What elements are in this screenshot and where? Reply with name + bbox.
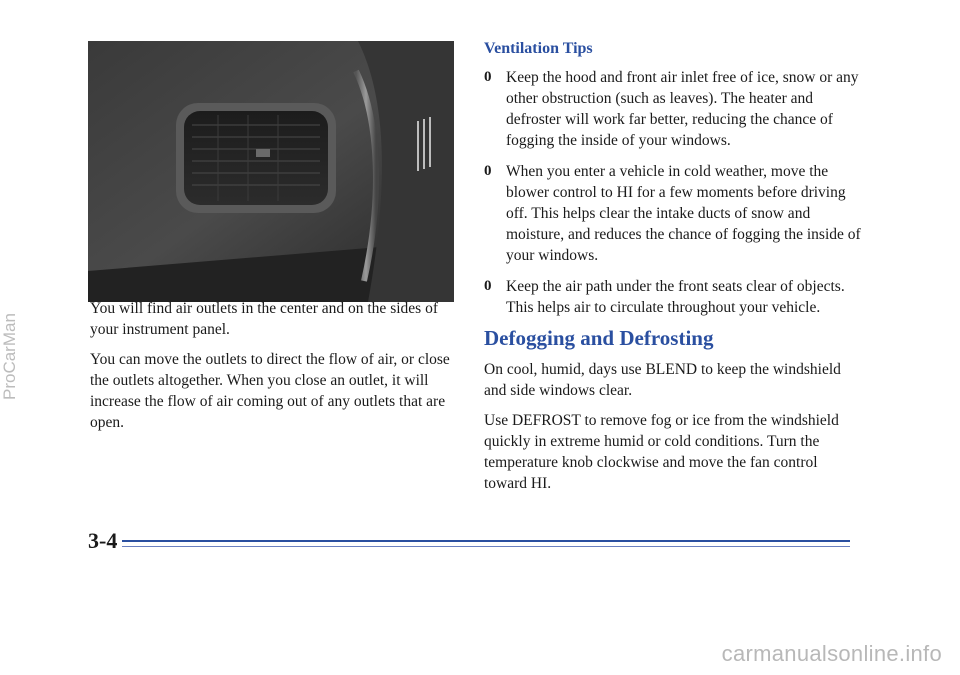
bullet-icon: 0 (484, 163, 492, 179)
defogging-heading: Defogging and Defrosting (484, 326, 714, 350)
site-watermark[interactable]: carmanualsonline.info (721, 641, 942, 666)
air-outlet-photo (88, 41, 454, 302)
page-number: 3-4 (88, 528, 118, 553)
ventilation-tips-heading: Ventilation Tips (484, 40, 593, 57)
outlet-adjust-paragraph: You can move the outlets to direct the flow of air, or close the outlets altogether. When you close an outlet, it will increase the flow of air coming out of any outlets that are open. (90, 351, 450, 431)
footer-rule-thin (122, 546, 850, 547)
blend-paragraph: On cool, humid, days use BLEND to keep the windshield and side windows clear. (484, 361, 841, 399)
bullet-icon: 0 (484, 69, 492, 85)
right-column-text (484, 38, 864, 503)
air-outlet-photo-icon (88, 41, 454, 302)
tip-text: Keep the air path under the front seats clear of objects. This helps air to circulate throughout your vehicle. (506, 278, 845, 316)
left-column-text (90, 298, 456, 442)
list-item (484, 67, 864, 151)
ventilation-tips-list (484, 67, 864, 318)
tip-text: Keep the hood and front air inlet free of ice, snow or any other obstruction (such as leaves). The heater and defroster will work far better, reducing the chance of fogging the inside of your windows. (506, 69, 859, 149)
bullet-icon: 0 (484, 278, 492, 294)
outlet-location-paragraph: You will find air outlets in the center and on the sides of your instrument panel. (90, 300, 438, 338)
tip-text: When you enter a vehicle in cold weather, move the blower control to HI for a few moments before driving off. This helps clear the intake ducts of snow and moisture, and reduces the chance of fogging the inside of your windows. (506, 163, 861, 264)
footer-rule (122, 540, 850, 542)
side-watermark: ProCarMan (0, 313, 19, 400)
list-item (484, 161, 864, 266)
list-item (484, 276, 864, 318)
defrost-paragraph: Use DEFROST to remove fog or ice from the windshield quickly in extreme humid or cold conditions. Turn the temperature knob clockwise and move the fan control toward HI. (484, 412, 839, 492)
